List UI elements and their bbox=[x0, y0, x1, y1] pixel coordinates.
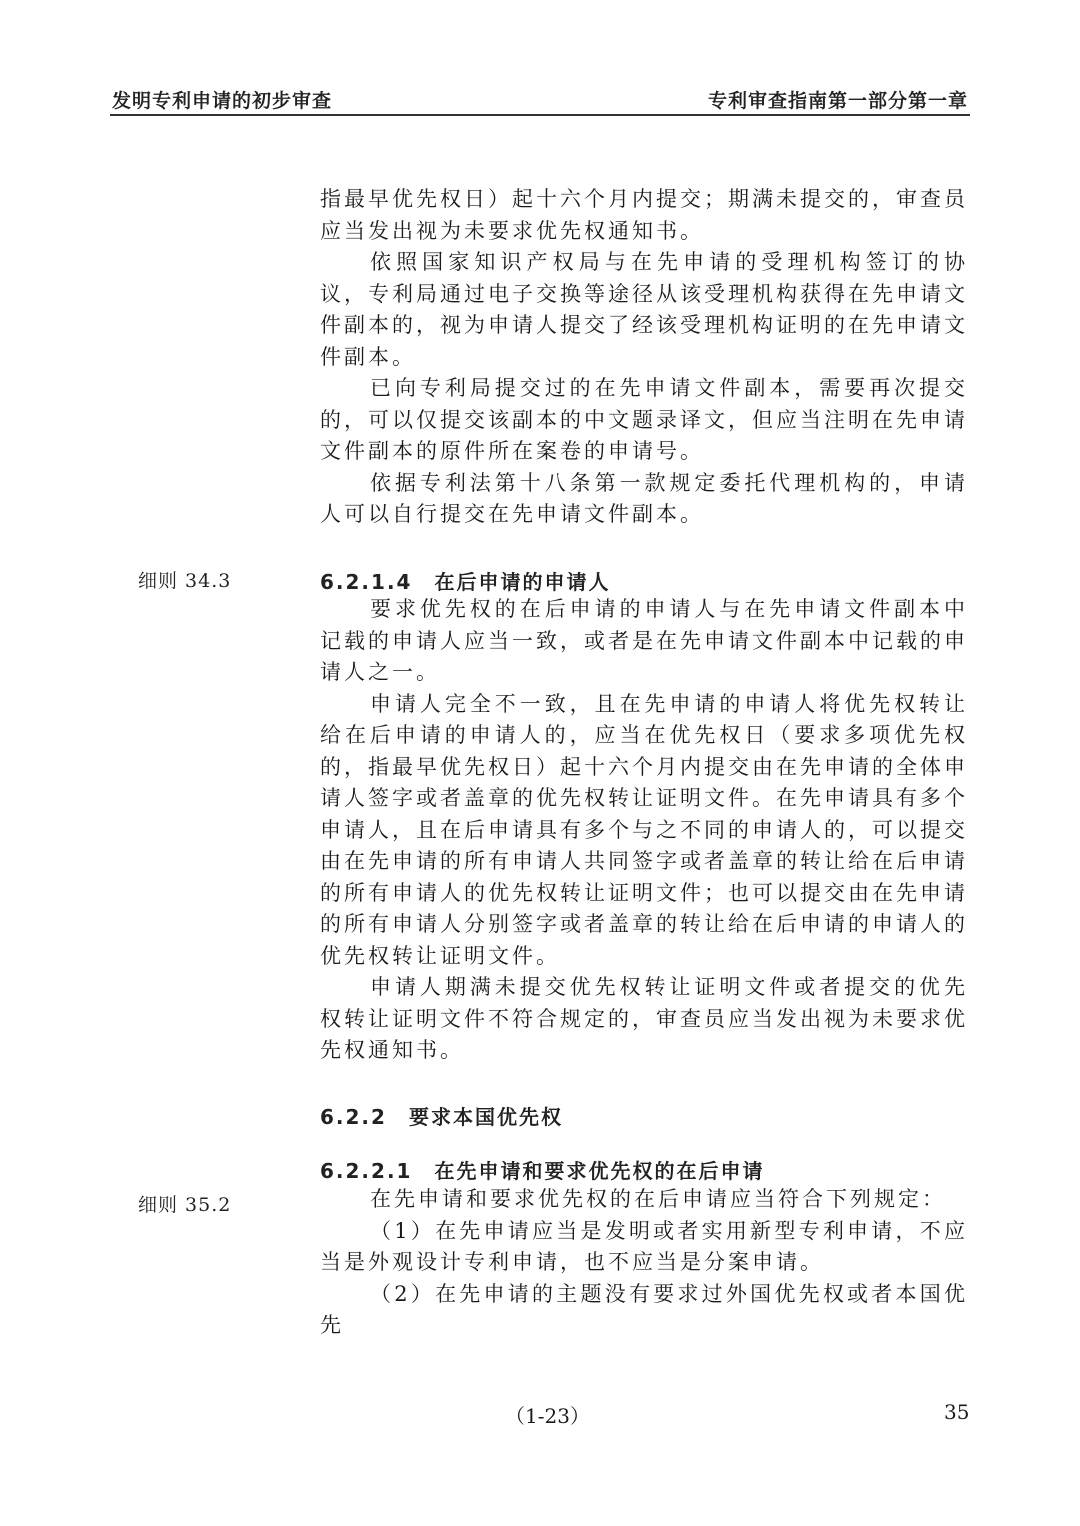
paragraph: 已向专利局提交过的在先申请文件副本，需要再次提交的，可以仅提交该副本的中文题录译文，但应当注明在先申请文件副本的原件所在案卷的申请号。 bbox=[320, 376, 968, 463]
section-number: 6.2.2.1 bbox=[320, 1159, 413, 1183]
footer-section-page: （1-23） bbox=[505, 1404, 590, 1428]
running-header-right: 专利审查指南第一部分第一章 bbox=[707, 90, 968, 112]
paragraph: 依照国家知识产权局与在先申请的受理机构签订的协议，专利局通过电子交换等途径从该受理机构获得在先申请文件副本的，视为申请人提交了经该受理机构证明的在先申请文件副本。 bbox=[320, 250, 968, 369]
margin-note-35-2: 细则 35.2 bbox=[138, 1194, 232, 1216]
section-heading-6-2-2-1 bbox=[320, 1155, 764, 1184]
section-title: 在后申请的申请人 bbox=[434, 570, 611, 594]
footer-page-number: 35 bbox=[944, 1400, 970, 1424]
section-6-2-2-1-body bbox=[320, 1184, 968, 1342]
paragraph: 在先申请和要求优先权的在后申请应当符合下列规定： bbox=[370, 1187, 946, 1211]
paragraph: 申请人完全不一致，且在先申请的申请人将优先权转让给在后申请的申请人的，应当在优先权日（要求多项优先权的，指最早优先权日）起十六个月内提交由在先申请的全体申请人签字或者盖章的优先权转让证明文件。在先申请具有多个申请人，且在后申请具有多个与之不同的申请人的，可以提交由在先申请的所有申请人共同签字或者盖章的转让给在后申请的所有申请人的优先权转让证明文件；也可以提交由在先申请的所有申请人分别签字或者盖章的转让给在后申请的申请人的优先权转让证明文件。 bbox=[320, 691, 968, 968]
section-title: 要求本国优先权 bbox=[408, 1105, 563, 1129]
section-title: 在先申请和要求优先权的在后申请 bbox=[434, 1159, 765, 1183]
section-number: 6.2.2 bbox=[320, 1105, 387, 1129]
paragraph: 指最早优先权日）起十六个月内提交；期满未提交的，审查员应当发出视为未要求优先权通知书。 bbox=[320, 187, 968, 243]
paragraph: 要求优先权的在后申请的申请人与在先申请文件副本中记载的申请人应当一致，或者是在先申请文件副本中记载的申请人之一。 bbox=[320, 597, 968, 684]
section-heading-6-2-1-4 bbox=[320, 566, 610, 595]
running-header-left: 发明专利申请的初步审查 bbox=[112, 90, 333, 112]
section-6-2-1-4-body bbox=[320, 594, 968, 1067]
paragraph: 依据专利法第十八条第一款规定委托代理机构的，申请人可以自行提交在先申请文件副本。 bbox=[320, 470, 968, 526]
paragraph: 申请人期满未提交优先权转让证明文件或者提交的优先权转让证明文件不符合规定的，审查员应当发出视为未要求优先权通知书。 bbox=[320, 975, 968, 1062]
section-heading-6-2-2 bbox=[320, 1101, 563, 1130]
continuation-block bbox=[320, 184, 968, 531]
section-number: 6.2.1.4 bbox=[320, 570, 413, 594]
paragraph: （2）在先申请的主题没有要求过外国优先权或者本国优先 bbox=[320, 1281, 968, 1337]
margin-note-34-3: 细则 34.3 bbox=[138, 570, 232, 592]
paragraph: （1）在先申请应当是发明或者实用新型专利申请，不应当是外观设计专利申请，也不应当是分案申请。 bbox=[320, 1218, 968, 1274]
header-rule bbox=[110, 114, 970, 116]
